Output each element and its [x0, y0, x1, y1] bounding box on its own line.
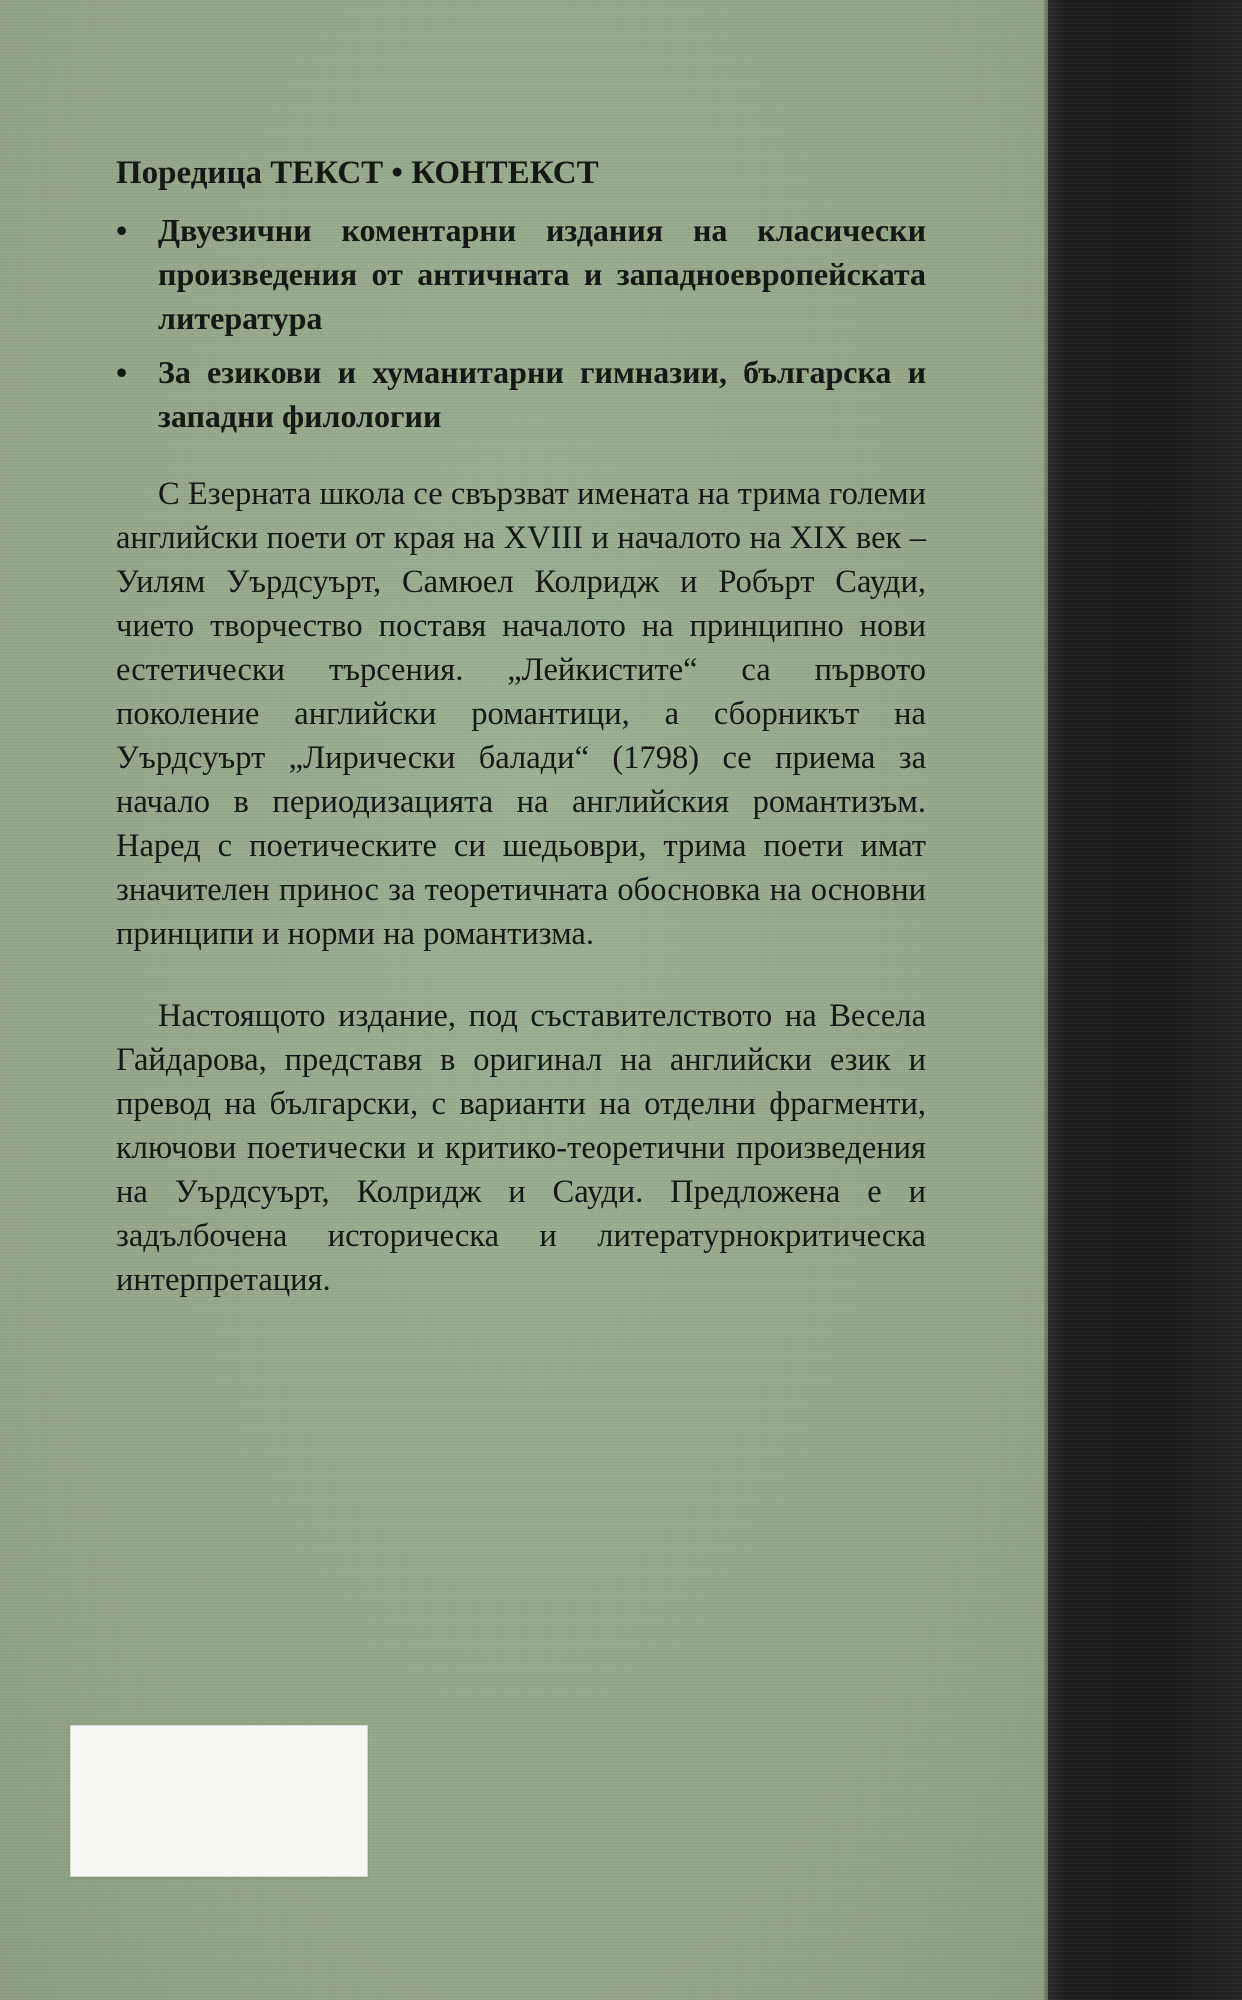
feature-bullet: [116, 350, 926, 438]
feature-bullet-text: За езикови и хуманитарни гимназии, българска и западни филологии: [158, 354, 926, 434]
description-paragraph-edition: Настоящото издание, под съставителството на Весела Гайдарова, представя в оригинал на английски език и превод на български, с варианти на отделни фрагменти, ключови поетически и критико-теоретични произведения на Уърдсуърт, Колридж и Сауди. Предложена е и задълбочена историческа и литературнокритическа интерпретация.: [116, 998, 926, 1298]
bullet-dot: •: [116, 212, 128, 248]
description-paragraph-lake-school: С Езерната школа се свързват имената на трима големи английски поети от края на XVIII и началото на XIX век – Уилям Уърдсуърт, Самюел Колридж и Робърт Сауди, чието творчество поставя началото на принципно нови естетически търсения. „Лейкистите“ са първото поколение английски романтици, а сборникът на Уърдсуърт „Лирически балади“ (1798) се приема за начало в периодизацията на английския романтизъм. Наред с поетическите си шедьоври, трима поети имат значителен принос за теоретичната обосновка на основни принципи и норми на романтизма.: [116, 476, 926, 952]
bullet-dot: •: [116, 354, 128, 390]
book-spine: [1048, 0, 1242, 2000]
blank-sticker-label: [70, 1725, 368, 1877]
feature-bullet: [116, 208, 926, 340]
cover-text-block: [116, 150, 926, 1302]
feature-bullet-text: Двуезични коментарни издания на класически произведения от античната и западноевропейската литература: [158, 212, 926, 336]
series-title: Поредица ТЕКСТ • КОНТЕКСТ: [116, 155, 599, 191]
